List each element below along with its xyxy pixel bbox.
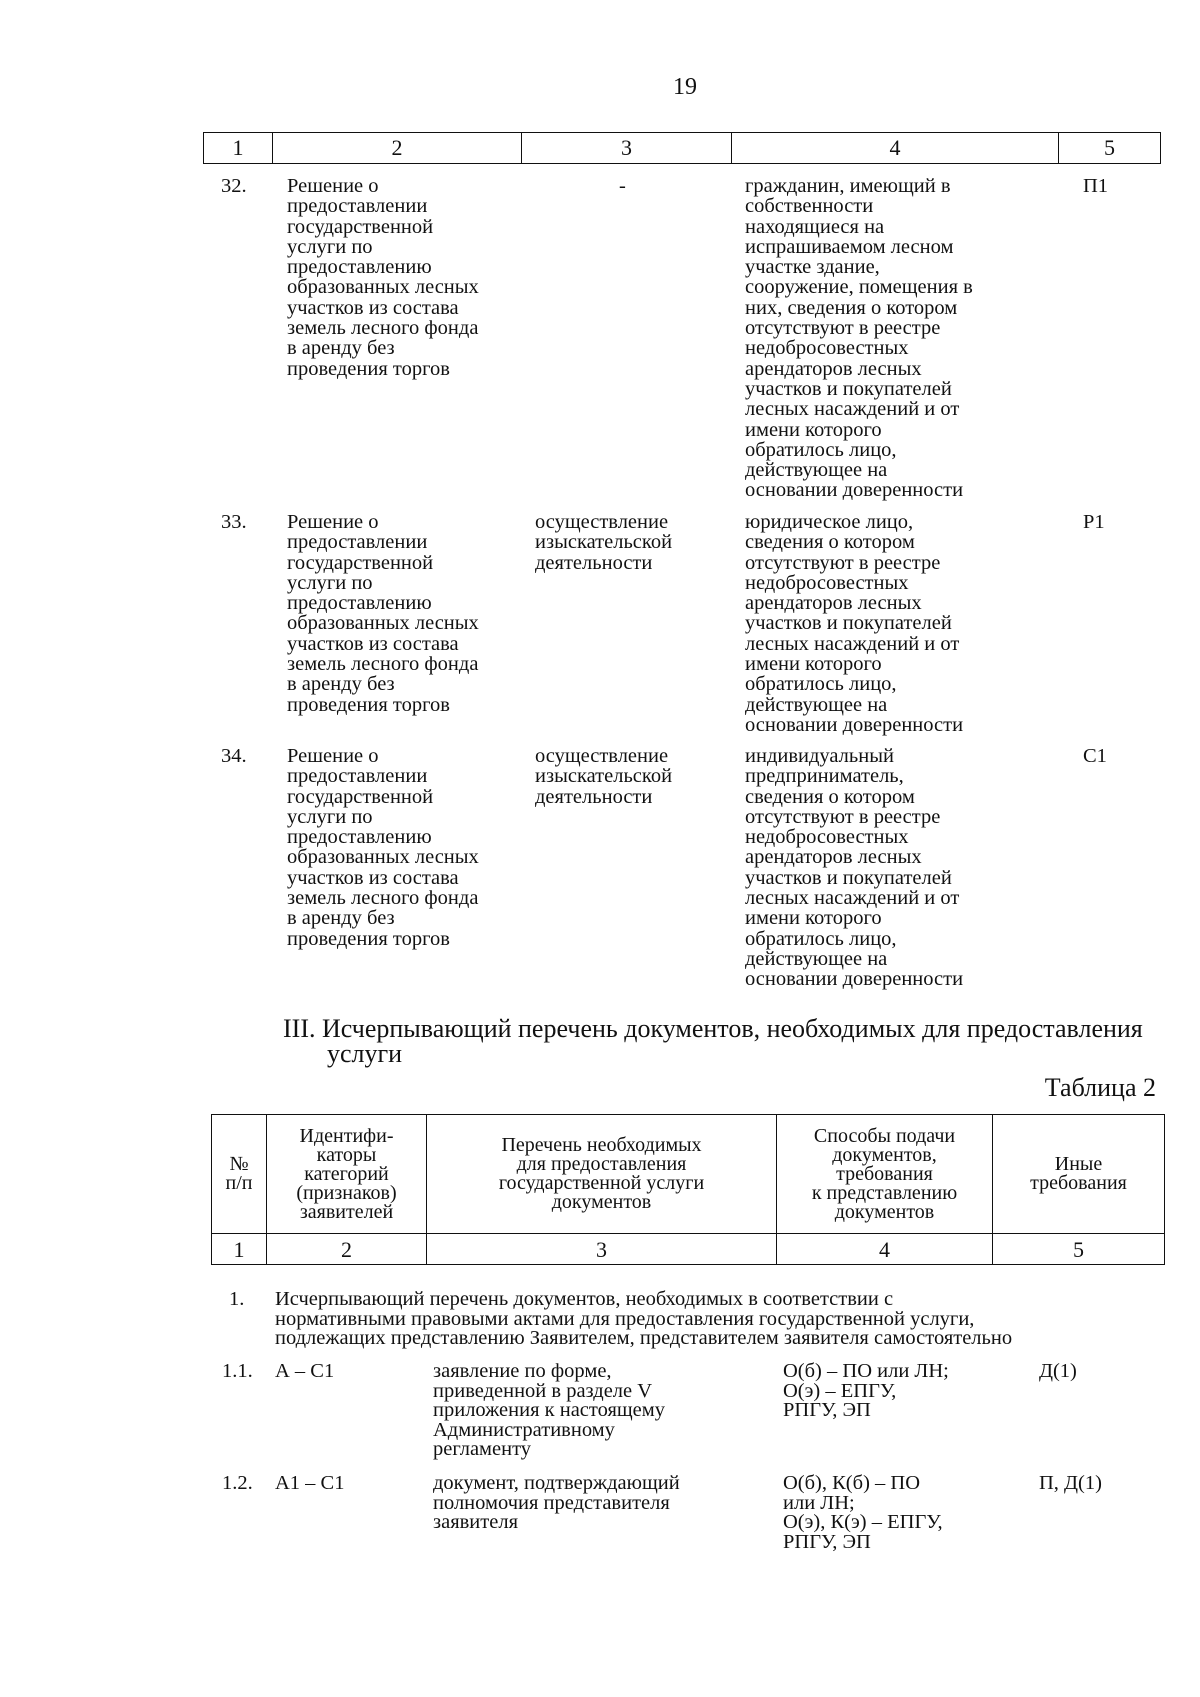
applicant-text: гражданин, имеющий в собственности находящиеся на испрашиваемом лесном участке здание, сооружение, помещения в них, сведения о котором отсутствуют в реестре недобросовестных арендаторов лесных участков и покупателей лесных насаждений и от имени которого обратилось лицо, действующее на основании доверенности [745,175,973,502]
table2-colnum: 4 [777,1234,993,1265]
table1-header-col4: 4 [732,133,1059,164]
applicant-ids: А1 – С1 [275,1472,345,1494]
table2-header [211,1114,1165,1265]
table-label: Таблица 2 [1044,1073,1156,1102]
table2-colnum: 5 [993,1234,1165,1265]
decision-text: Решение о предоставлении государственной услуги по предоставлению образованных лесных участков из состава земель лесного фонда в аренду без проведения торгов [287,511,479,716]
table2-colnum: 1 [212,1234,267,1265]
table2-header-col4: Способы подачи документов, требования к представлению документов [777,1115,993,1234]
category-code: С1 [1083,745,1107,767]
table2-colnum: 2 [267,1234,427,1265]
category-code: П1 [1083,175,1109,197]
submission-methods: О(б) – ПО или ЛН; О(э) – ЕПГУ, РПГУ, ЭП [783,1360,949,1421]
table2-header-col5: Иные требования [993,1115,1165,1234]
table2-header-col1: № п/п [212,1115,267,1234]
section-title [283,1016,1183,1066]
table1-header-col5: 5 [1059,133,1161,164]
table1-header-col1: 1 [204,133,273,164]
submission-methods: О(б), К(б) – ПО или ЛН; О(э), К(э) – ЕПГУ, РПГУ, ЭП [783,1472,943,1553]
decision-text: Решение о предоставлении государственной услуги по предоставлению образованных лесных участков из состава земель лесного фонда в аренду без проведения торгов [287,745,479,950]
activity-text: осуществление изыскательской деятельности [535,511,673,574]
table2-header-col3: Перечень необходимых для предоставления государственной услуги документов [427,1115,777,1234]
row-number: 34. [221,745,247,767]
row-number: 32. [221,175,247,197]
section-number: 1. [229,1288,245,1310]
row-number: 33. [221,511,247,533]
decision-text: Решение о предоставлении государственной услуги по предоставлению образованных лесных участков из состава земель лесного фонда в аренду без проведения торгов [287,175,479,380]
table2-header-col2: Идентифи- каторы категорий (признаков) заявителей [267,1115,427,1234]
activity-text: - [619,175,626,197]
applicant-text: юридическое лицо, сведения о котором отсутствуют в реестре недобросовестных арендаторов лесных участков и покупателей лесных насаждений и от имени которого обратилось лицо, действующее на основании доверенности [745,511,964,736]
category-code: Р1 [1083,511,1105,533]
applicant-ids: А – С1 [275,1360,335,1382]
section-title-line2: услуги [327,1039,403,1068]
table1-header-col2: 2 [273,133,522,164]
table1-header [203,132,1161,164]
page-number: 19 [673,74,697,100]
document-text: заявление по форме, приведенной в разделе V приложения к настоящему Административному регламенту [433,1360,665,1460]
section-text: Исчерпывающий перечень документов, необходимых в соответствии с нормативными правовыми актами для предоставления государственной услуги, подлежащих представлению Заявителем, представителем заявителя самостоятельно [275,1288,1013,1349]
other-requirements: П, Д(1) [1039,1472,1102,1494]
table2-colnum: 3 [427,1234,777,1265]
row-number: 1.2. [222,1472,253,1494]
activity-text: осуществление изыскательской деятельности [535,745,673,808]
other-requirements: Д(1) [1039,1360,1077,1382]
row-number: 1.1. [222,1360,253,1382]
table1-header-col3: 3 [522,133,732,164]
section-title-line1: III. Исчерпывающий перечень документов, необходимых для предоставления [283,1014,1143,1043]
document-text: документ, подтверждающий полномочия представителя заявителя [433,1472,680,1533]
applicant-text: индивидуальный предприниматель, сведения о котором отсутствуют в реестре недобросовестных арендаторов лесных участков и покупателей лесных насаждений и от имени которого обратилось лицо, действующее на основании доверенности [745,745,964,991]
